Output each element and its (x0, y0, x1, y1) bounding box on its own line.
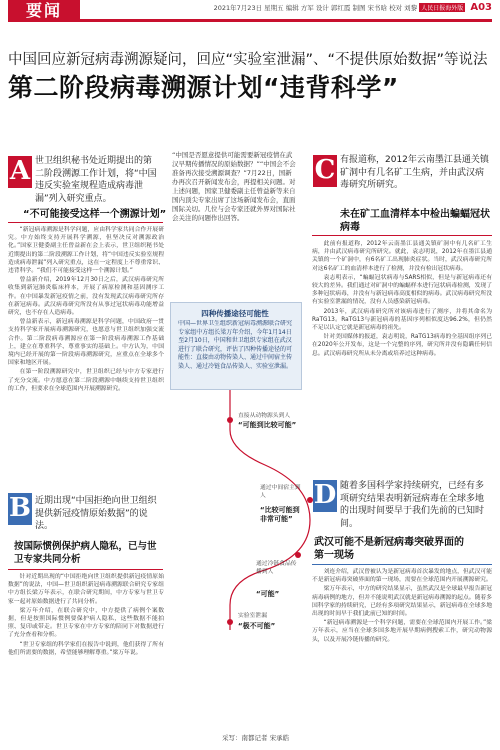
header-rule (80, 19, 492, 22)
section-d-letter: D (313, 480, 337, 510)
paragraph: 2013年，武汉病毒研究所对该病毒进行了测序，并将其命名为RaTG13。RaTG13与新冠病毒的基因序列相似度达96.2%，但仍然不足以认定它就是新冠病毒的祖先。 (312, 308, 492, 332)
date-meta: 2021年7月23日 星期五 编辑 方军 设计 郭红霞 制图 宋书晗 校对 刘黎 (213, 4, 418, 12)
section-d-rule (312, 564, 492, 565)
paragraph: 此前有报道称，2012年云南墨江县通关镇矿洞中有几名矿工生病，并由武汉病毒研究所研究。就此，袁志明说，2012年在墨江县通关镇的一个矿洞中，有6名矿工出现肺炎症状。当时，武汉病毒研究所对这6名矿工的血清样本进行了检测，并没有检出冠状病毒。 (312, 241, 492, 272)
section-a-body (8, 226, 164, 478)
section-c-subtitle: 未在矿工血清样本中检出蝙蝠冠状病毒 (340, 209, 490, 233)
headline-main: 第二阶段病毒溯源计划“违背科学” (8, 73, 399, 102)
section-c-letter: C (314, 155, 336, 185)
paragraph: 曾益新表示，新冠病毒溯源是科学问题，中国政府一贯支持科学家开展病毒溯源研究，也愿意与世卫组织加强交流合作。第二阶段病毒溯源应在第一阶段病毒溯源工作基础上，建立在尊重科学、尊重事实的基础上。中方认为，中国境内已经开展的第一阶段病毒溯源研究，应重点在全球多个国家和地区开展。 (8, 319, 164, 367)
paragraph: “新冠病毒溯源是一个科学问题，需要在全球范围内开展工作。”梁万年表示，应当在全球多国多地开展早期病例搜索工作，研究动物源头，以及开展冷链传播的研究。 (312, 620, 492, 643)
page-number: A03 (470, 2, 492, 13)
paragraph: “新冠病毒溯源是科学问题，应由科学家共同合作开展研究。中方始终支持开展科学溯源，但坚决反对溯源政治化。”国家卫健委副主任曾益新在会上表示，世卫组织秘书处近期提出的第二阶段溯源工作计划，将“中国违反实验室规程造成病毒泄漏”列入研究重点，这在一定程度上不尊重常识、违背科学。“我们不可能接受这样一个溯源计划。” (8, 227, 164, 275)
section-a-lead: 世卫组织秘书处近期提出的第二阶段溯源工作计划，将“中国违反实验室规程造成病毒泄漏”列入研究重点。 (35, 156, 157, 204)
four-paths-title: 四种传播途径可能性 (201, 309, 269, 318)
path-4-label: 实验室泄漏 (238, 613, 267, 619)
intro-quote: “中国是否愿意提供可能需要新冠疫情在武汉早期传播情况的原始数据？”“中国会不会准备再次接受溯源调查？”7月22日，国新办再次召开新闻发布会，再提相关问题。对上述问题，国家卫健委副主任曾益新等来自国内顶尖专家出席了这场新闻发布会，直面国际关切。几位与会专家还就外界对国际社会关注的问题作出回答。 (172, 151, 296, 222)
paragraph: 曾益新介绍，2019年12月30日之后，武汉病毒研究所收集到新冠肺炎临床样本，开展了病原检测和基因测序工作。在中国暴发新冠疫情之前，没有发现武汉病毒研究所存在新冠病毒。武汉病毒研究所没有从事过冠状病毒功能增益研究，也不存在人造病毒。 (8, 277, 164, 317)
edition-badge: 人民日报海外版 (421, 5, 464, 12)
section-tag: 要闻 (8, 0, 80, 22)
section-a-subtitle: “不可能接受这样一个溯源计划” (23, 209, 167, 220)
path-4-verdict: “极不可能” (238, 622, 276, 630)
path-2-label: 通过中间宿主到人 (260, 485, 301, 499)
path-2-verdict: “比较可能到非常可能” (260, 506, 300, 523)
paragraph: 在第一阶段溯源研究中，世卫组织已经与中方专家进行了充分交流。中方愿意在第二阶段溯源中继续支持世卫组织的工作，但要求在全球范围内开展溯源研究。 (8, 369, 164, 392)
section-a-letter: A (9, 156, 31, 186)
section-d-subtitle: 武汉可能不是新冠病毒突破界面的第一现场 (314, 537, 464, 561)
path-3-verdict: “可能” (256, 590, 280, 598)
four-paths-text: 中国—世界卫生组织新冠病毒溯源联合研究专家组中方组长梁万年介绍，今年1月14日至2月10日，中国和世卫组织专家组在武汉进行了联合研究，评估了四种传播途径的可能性：直接由动物传染人、通过中间宿主传染人、通过冷链食品传染人、实验室泄漏。 (177, 320, 292, 370)
paragraph: 刘连介绍，武汉曾被认为是新冠病毒首次暴发的地点，但武汉可能不是新冠病毒突破界面的第一现场，需要在全球范围内开展溯源研究。 (312, 569, 492, 584)
paragraph: 袁志明表示，“蝙蝠冠状病毒与SARS相似，但是与新冠病毒还有较大的差异。我们通过对矿洞中的蝙蝠样本进行冠状病毒检测，发现了多种冠状病毒，并没有与新冠病毒高度相似的病毒。武汉病毒研究所没有实验室泄漏的情况，没有人员感染新冠病毒。 (312, 274, 492, 306)
section-b-subtitle: 按国际惯例保护病人隐私，已与世卫专家共同分析 (14, 541, 157, 565)
section-c-lead: 有报道称，2012年云南墨江县通关镇矿洞中有几名矿工生病，并由武汉病毒研究所研究。 (340, 155, 489, 190)
headline-kicker: 中国回应新冠病毒溯源疑问，回应“实验室泄漏”、“不提供原始数据”等说法 (8, 52, 488, 68)
section-c-body (312, 240, 492, 490)
paragraph: 梁万年介绍，在联合研究中，中方提供了病例个案数据，但是按照国际惯例要保护病人隐私，这些数据不能拍照、复印或带走。世卫专家在中方专家的陪同下对数据进行了充分查看和分析。 (8, 607, 164, 639)
section-c-rule (312, 235, 492, 236)
section-b-body (8, 573, 164, 723)
paragraph: 梁万年表示，中方的研究结果显示，虽然武汉是全球最早报告新冠病毒病例的地方，但并不能说明武汉就是新冠病毒溯源的起点。随着多国科学家的持续研究，已经有多项研究结果显示，新冠病毒在全球多地出现的时间早于我们此前已知的时间。 (312, 586, 492, 618)
path-1-label: 直接从动物源头到人 (238, 413, 291, 419)
byline: 采写：南都记者 宋承皓 (222, 734, 290, 742)
paragraph: “世卫专家组的科学家们在报告中说到，他们获得了所有他们所需要的数据，希望能够理解尊重。”梁万年说。 (8, 641, 164, 656)
section-b-lead: 近期出现“中国拒绝向世卫组织提供新冠疫情原始数据”的说法。 (35, 496, 157, 531)
section-b-letter: B (9, 493, 31, 523)
header-meta (214, 2, 492, 13)
section-d-lead: 随着多国科学家持续研究，已经有多项研究结果表明新冠病毒在全球多地的出现时间要早于我们先前的已知时间。 (340, 481, 485, 529)
path-1-verdict: “可能到比较可能” (238, 421, 297, 429)
paragraph: 针对近期出现的“中国拒绝向世卫组织提供新冠疫情原始数据”的说法，中国—世卫组织新冠病毒溯源联合研究专家组中方组长梁万年表示，在联合研究期间，中方专家与世卫专家一起对原始数据进行了共同分析。 (8, 574, 164, 605)
path-3-label: 通过冷链食品传播到人 (256, 561, 297, 575)
section-d-body (312, 568, 492, 728)
section-b-rule (8, 569, 163, 570)
section-a-rule (8, 222, 163, 223)
paragraph: 针对美国媒体的报道，袁志明说，RaTG13病毒的全基因组序列已在2020年公开发布，这是一个完整的序列，研究所并没有隐瞒任何信息。武汉病毒研究所从未分离或培养过这种病毒。 (312, 334, 492, 357)
